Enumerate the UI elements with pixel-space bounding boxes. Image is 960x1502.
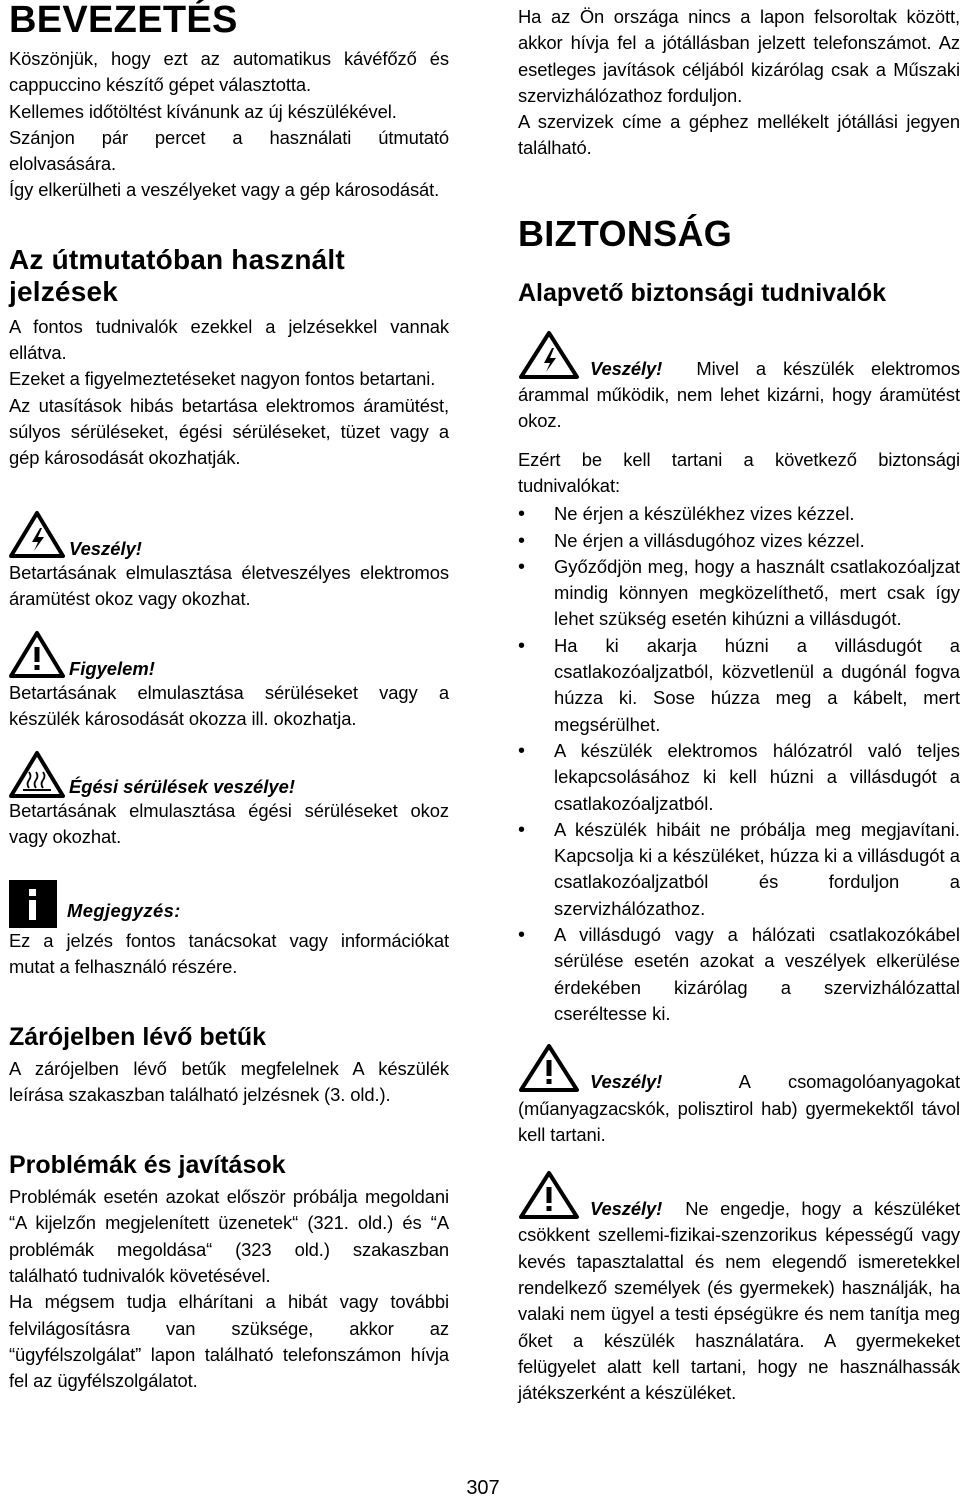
symbols-para-2: Ezeket a figyelmeztetéseket nagyon fontos betartani. — [9, 368, 436, 390]
warning-icon — [518, 1170, 580, 1220]
service-para-1: Ha az Ön országa nincs a lapon felsoroltak között, akkor hívja fel a jótállásban jelzett telefonszámot. Az esetleges javítások céljából kizárólag csak a Műszaki szervizhálózathoz forduljon. — [518, 6, 960, 106]
attention-block — [9, 630, 449, 730]
service-para-2: A szervizek címe a géphez mellékelt jótállási jegyen található. — [518, 111, 960, 159]
info-icon — [9, 880, 57, 928]
danger1-block — [518, 342, 960, 435]
lead-text: Ezért be kell tartani a következő biztonsági tudnivalókat: — [518, 448, 960, 496]
list-item: • A készülék hibáit ne próbálja meg megjavítani. Kapcsolja ki a készüléket, húzza ki a villásdugót a csatlakozóaljzatból és forduljon a szervizhálózathoz. — [518, 817, 960, 922]
list-item: • Győződjön meg, hogy a használt csatlakozóaljzat mindig könnyen megközelíthető, mert csak így lehet szükség esetén kihúzni a villásdugót. — [518, 554, 960, 633]
list-item: • A villásdugó vagy a hálózati csatlakozókábel sérülése esetén azokat a veszélyek elkerülése érdekében kizárólag a szervizhálózattal cseréltesse ki. — [518, 922, 960, 1027]
attention-title: Figyelem! — [69, 657, 155, 679]
danger2-block — [518, 1055, 960, 1148]
note-text: Ez a jelzés fontos tanácsokat vagy információkat mutat a felhasználó részére. — [9, 929, 449, 977]
left-column — [9, 0, 449, 1395]
letters-text: A zárójelben lévő betűk megfelelnek A készülék leírása szakaszban található jelzésnek (3. old.). — [9, 1057, 449, 1105]
list-item: • A készülék elektromos hálózatról való teljes lekapcsolásához ki kell húzni a villásdugót a csatlakozóaljzatból. — [518, 738, 960, 817]
danger3-text: Ne engedje, hogy a készüléket csökkent szellemi-fizikai-szenzorikus képességű vagy kevés tapasztalattal és nem elegendő ismeretekkel rendelkező személyek (és gyermekek) használják, ha valaki nem ügyel a testi épségükre és nem tanítja meg őket a készülék használatára. A gyermekeket felügyelet alatt kell tartani, hogy ne használhassák játékszerként a készüléket. — [518, 1198, 960, 1404]
burn-block — [9, 750, 449, 848]
intro-para-2: Kellemes időtöltést kívánunk az új készülékével. — [9, 100, 397, 122]
list-item: • Ne érjen a készülékhez vizes kézzel. — [518, 501, 960, 527]
danger3-block — [518, 1182, 960, 1406]
right-column — [518, 0, 960, 1406]
note-block — [9, 880, 449, 980]
electric-danger-icon — [9, 510, 65, 558]
intro-para-1: Köszönjük, hogy ezt az automatikus kávéfőző és cappuccino készítő gépet választotta. — [9, 48, 449, 96]
safety-heading: BIZTONSÁG — [518, 212, 733, 254]
basic-safety-heading: Alapvető biztonsági tudnivalók — [518, 278, 887, 307]
electric-danger-icon — [518, 330, 580, 380]
safety-bullet-list — [518, 501, 960, 1027]
danger-title: Veszély! — [69, 537, 142, 559]
danger3-title: Veszély! — [590, 1198, 663, 1220]
note-title: Megjegyzés: — [67, 899, 181, 921]
intro-heading: BEVEZETÉS — [9, 0, 238, 41]
intro-para-3: Szánjon pár percet a használati útmutató elolvasására. — [9, 126, 449, 175]
danger1-text: Mivel a készülék elektromos árammal működik, nem lehet kizárni, hogy áramütést okoz. — [518, 357, 960, 432]
burn-title: Égési sérülések veszélye! — [69, 775, 295, 797]
letters-heading: Zárójelben lévő betűk — [9, 1022, 267, 1051]
symbols-heading: Az útmutatóban használt jelzések — [9, 243, 345, 307]
danger2-title: Veszély! — [590, 1071, 663, 1093]
hot-surface-icon — [9, 750, 65, 798]
page-number: 307 — [466, 1477, 500, 1499]
burn-text: Betartásának elmulasztása égési sérüléseket okoz vagy okozhat. — [9, 799, 449, 847]
warning-icon — [518, 1043, 580, 1093]
danger1-title: Veszély! — [590, 357, 663, 379]
symbols-para-3: Az utasítások hibás betartása elektromos áramütést, súlyos sérüléseket, égési sérüléseket, tüzet vagy a gép károsodását okozhatják. — [9, 394, 449, 469]
danger-block — [9, 510, 449, 610]
problems-para-2: Ha mégsem tudja elhárítani a hibát vagy további felvilágosításra van szüksége, akkor az “ügyfélszolgálat” lapon található telefonszámon hívja fel az ügyfélszolgálatot. — [9, 1291, 449, 1392]
problems-para-1: Problémák esetén azokat először próbálja megoldani “A kijelzőn megjelenített üzenetek“ (321. old.) és “A problémák megoldása“ (323 old.) szakaszban található tudnivalók követésével. — [9, 1186, 449, 1287]
danger2-text: A csomagolóanyagokat (műanyagzacskók, polisztirol hab) gyermekektől távol kell tartani. — [518, 1071, 960, 1145]
attention-text: Betartásának elmulasztása sérüléseket vagy a készülék károsodását okozza ill. okozhatja. — [9, 681, 449, 729]
symbols-para-1: A fontos tudnivalók ezekkel a jelzésekkel vannak ellátva. — [9, 315, 449, 364]
problems-heading: Problémák és javítások — [9, 1151, 286, 1180]
danger-text: Betartásának elmulasztása életveszélyes elektromos áramütést okoz vagy okozhat. — [9, 561, 449, 609]
warning-icon — [9, 630, 65, 678]
intro-para-4: Így elkerülheti a veszélyeket vagy a gép károsodását. — [9, 179, 440, 201]
list-item: • Ha ki akarja húzni a villásdugót a csatlakozóaljzatból, közvetlenül a dugónál fogva húzza ki. Sose húzza meg a kábelt, mert megsérülhet. — [518, 633, 960, 738]
list-item: • Ne érjen a villásdugóhoz vizes kézzel. — [518, 528, 960, 554]
